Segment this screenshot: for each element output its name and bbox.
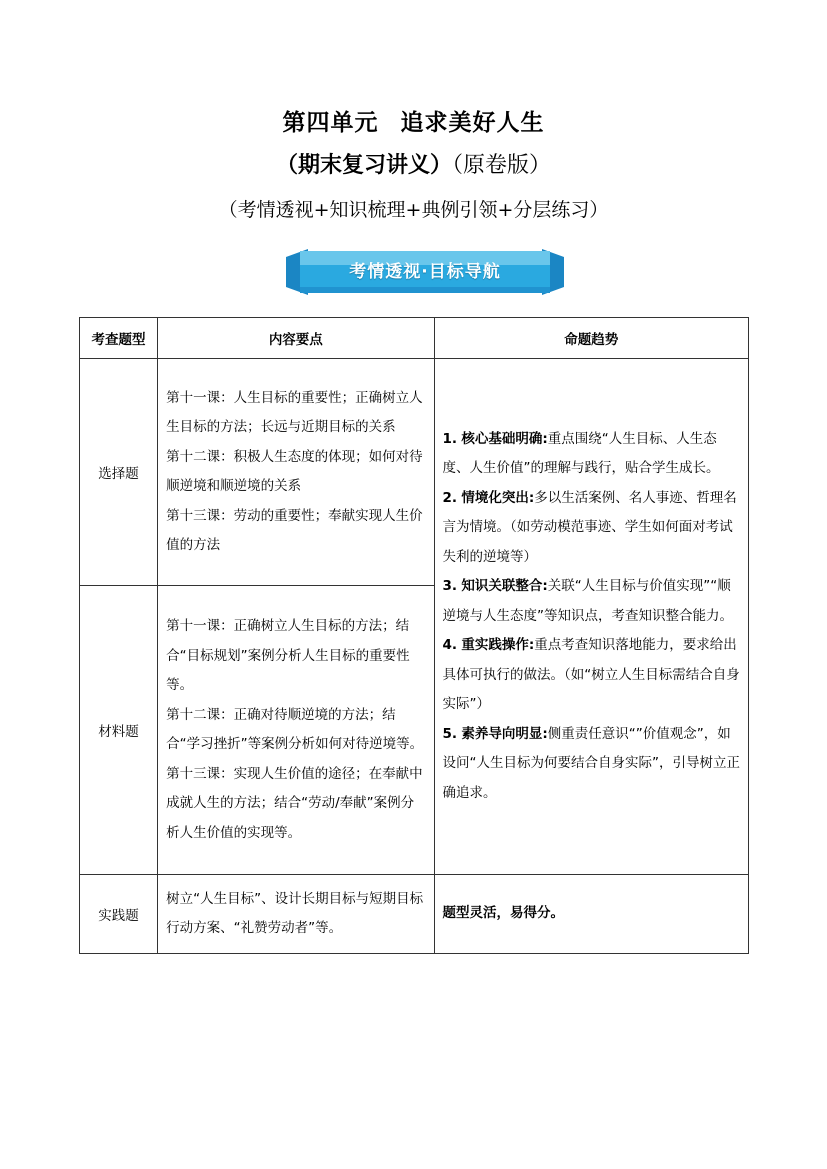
title-unit: 第四单元 xyxy=(282,109,379,136)
banner-label: 考情透视·目标导航 xyxy=(349,262,501,282)
content-item: 第十三课：劳动的重要性；奉献实现人生价值的方法 xyxy=(166,507,423,553)
content-item: 第十二课：正确对待顺逆境的方法；结合“学习挫折”等案例分析如何对待逆境等。 xyxy=(166,706,424,752)
subtitle-normal: （原卷版） xyxy=(452,153,552,178)
content-item: 第十二课：积极人生态度的体现；如何对待顺逆境和顺逆境的关系 xyxy=(166,448,423,494)
question-type: 实践题 xyxy=(80,875,158,954)
page-subtitle-2: （考情透视+知识梳理+典例引领+分层练习） xyxy=(218,199,609,221)
trend-points xyxy=(434,359,748,875)
page-subtitle xyxy=(0,148,827,179)
trend-item: 5. 素养导向明显:侧重责任意识“”价值观念”，如设问“人生目标为何要结合自身实际”，引导树立正确追求。 xyxy=(442,725,741,801)
subtitle-bold: （期末复习讲义） xyxy=(275,152,452,178)
section-banner xyxy=(286,249,564,295)
trend-item: 4. 重实践操作:重点考查知识落地能力，要求给出具体可执行的做法。（如“树立人生目标需结合自身实际”） xyxy=(442,637,740,713)
trend-item: 1. 核心基础明确:重点围绕“人生目标、人生态度、人生价值”的理解与践行，贴合学生成长。 xyxy=(442,430,720,477)
trend-item: 3. 知识关联整合:关联“人生目标与价值实现”“顺逆境与人生态度”等知识点，考查知识整合能力。 xyxy=(442,578,734,624)
header-trend: 命题趋势 xyxy=(434,318,748,359)
content-item: 第十三课：实现人生价值的途径；在奉献中成就人生的方法；结合“劳动/奉献”案例分析人生价值的实现等。 xyxy=(166,765,423,841)
trend-item: 2. 情境化突出:多以生活案例、名人事迹、哲理名言为情境。（如劳动模范事迹、学生如何面对考试失利的逆境等） xyxy=(442,489,737,565)
header-type: 考查题型 xyxy=(80,318,158,359)
title-topic: 追求美好人生 xyxy=(400,109,545,136)
content-points xyxy=(158,875,434,954)
table-row xyxy=(80,359,749,586)
table-row xyxy=(80,875,749,954)
content-points xyxy=(158,359,434,586)
content-item: 第十一课：人生目标的重要性；正确树立人生目标的方法；长远与近期目标的关系 xyxy=(166,389,423,435)
content-item: 树立“人生目标”、设计长期目标与短期目标行动方案、“礼赞劳动者”等。 xyxy=(166,890,424,936)
exam-analysis-table xyxy=(79,317,749,954)
table-header-row xyxy=(80,318,749,359)
header-content: 内容要点 xyxy=(158,318,434,359)
question-type: 选择题 xyxy=(80,359,158,586)
content-points xyxy=(158,586,434,875)
question-type: 材料题 xyxy=(80,586,158,875)
trend-summary: 题型灵活，易得分。 xyxy=(434,875,748,954)
content-item: 第十一课：正确树立人生目标的方法；结合“目标规划”案例分析人生目标的重要性等。 xyxy=(166,618,410,693)
page-title xyxy=(0,104,827,137)
